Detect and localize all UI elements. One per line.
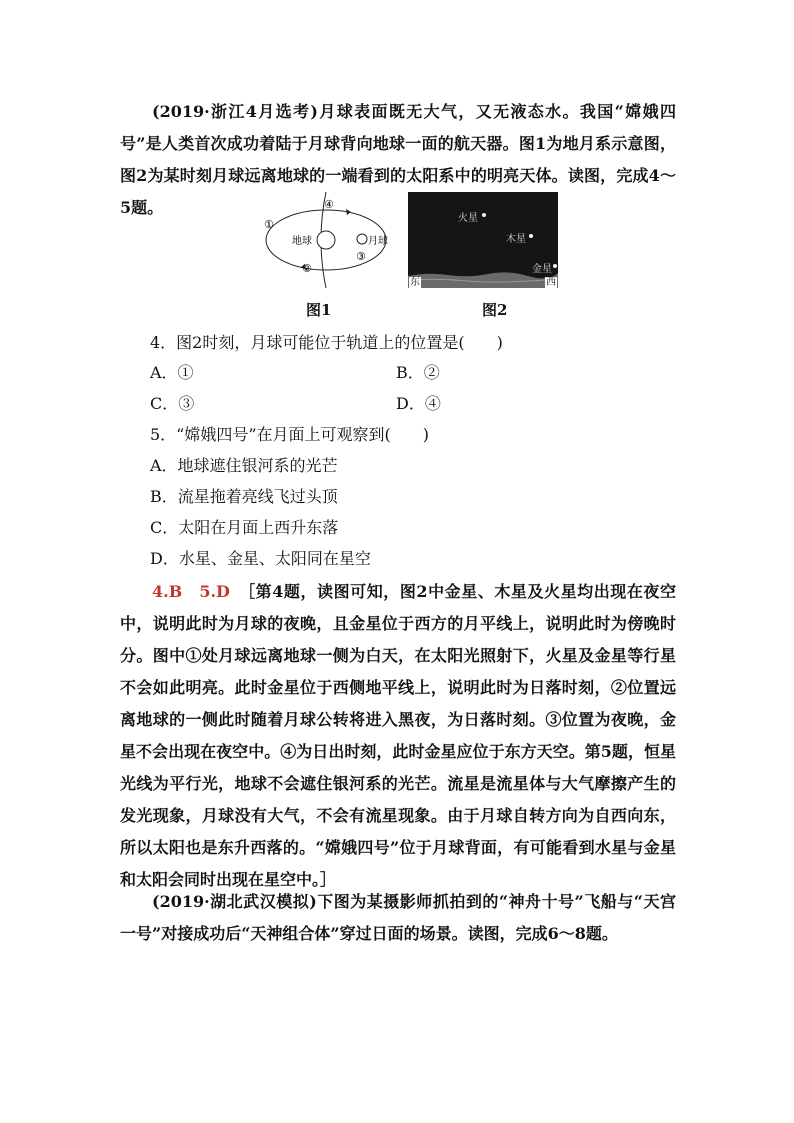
position-3-label: ③ bbox=[356, 250, 366, 263]
lunar-horizon bbox=[408, 270, 558, 288]
question-5-stem: 5．“嫦娥四号”在月面上可观察到( ) bbox=[150, 425, 430, 444]
venus-label: 金星 bbox=[532, 264, 552, 275]
intro-text-2: 下图为某摄影师抓拍到的“神舟十号”飞船与“天宫一号”对接成功后“天神组合体”穿过日面的场景。读图，完成6～8题。 bbox=[120, 892, 676, 943]
intro-paragraph-2 bbox=[120, 886, 676, 950]
answer-explanation bbox=[120, 576, 676, 896]
answer-key: 4.B 5.D bbox=[152, 582, 230, 601]
figure-2-caption: 图2 bbox=[482, 301, 508, 319]
earth-circle bbox=[317, 231, 335, 249]
jupiter-dot bbox=[529, 234, 533, 238]
answer-text: ［第4题，读图可知，图2中金星、木星及火星均出现在夜空中，说明此时为月球的夜晚，且金星位于西方的月平线上，说明此时为傍晚时分。图中①处月球远离地球一侧为白天，在太阳光照射下，火星及金星等行星不会如此明亮。此时金星位于西侧地平线上，说明此时为日落时刻，②位置远离地球的一侧此时随着月球公转将进入黑夜，为日落时刻。③位置为夜晚，金星不会出现在夜空中。④为日出时刻，此时金星应位于东方天空。第5题，恒星光线为平行光，地球不会遮住银河系的光芒。流星是流星体与大气摩擦产生的发光现象，月球没有大气，不会有流星现象。由于月球自转方向为自西向东，所以太阳也是东升西落的。“嫦娥四号”位于月球背面，有可能看到水星与金星和太阳会同时出现在星空中。］ bbox=[120, 582, 676, 889]
east-label: 东 bbox=[410, 277, 420, 288]
question-5-option-a: A．地球遮住银河系的光芒 bbox=[150, 456, 338, 475]
mars-dot bbox=[482, 213, 486, 217]
position-4-label: ④ bbox=[324, 198, 334, 211]
source-tag-2: (2019·湖北武汉模拟) bbox=[152, 892, 317, 911]
moon-circle bbox=[357, 234, 367, 244]
moon-label: 月球 bbox=[368, 236, 388, 247]
question-4-stem: 4．图2时刻，月球可能位于轨道上的位置是( ) bbox=[150, 333, 503, 352]
night-sky-photo bbox=[408, 192, 558, 288]
position-1-label: ① bbox=[264, 218, 274, 231]
question-4-option-a: A．① bbox=[150, 363, 194, 382]
mars-label: 火星 bbox=[458, 213, 478, 224]
west-label: 西 bbox=[546, 277, 556, 288]
question-5-option-c: C．太阳在月面上西升东落 bbox=[150, 518, 339, 537]
position-2-label: ② bbox=[302, 262, 312, 275]
question-4-option-c: C．③ bbox=[150, 394, 195, 413]
question-5-option-d: D．水星、金星、太阳同在星空 bbox=[150, 549, 371, 568]
question-4-option-b: B．② bbox=[396, 363, 440, 382]
figure-1-caption: 图1 bbox=[306, 301, 332, 319]
question-4-option-d: D．④ bbox=[396, 394, 441, 413]
source-tag: (2019·浙江4月选考) bbox=[152, 102, 318, 121]
intro-text: 月球表面既无大气，又无液态水。我国“嫦娥四号”是人类首次成功着陆于月球背向地球一面的航天器。图1为地月系示意图，图2为某时刻月球远离地球的一端看到的太阳系中的明亮天体。读图，完成4～5题。 bbox=[120, 102, 676, 217]
earth-moon-orbit-diagram bbox=[256, 190, 396, 290]
question-5-option-b: B．流星拖着亮线飞过头顶 bbox=[150, 487, 338, 506]
jupiter-label: 木星 bbox=[506, 234, 526, 245]
earth-label: 地球 bbox=[292, 236, 312, 247]
intro-paragraph-1 bbox=[120, 96, 676, 224]
venus-dot bbox=[553, 264, 557, 268]
